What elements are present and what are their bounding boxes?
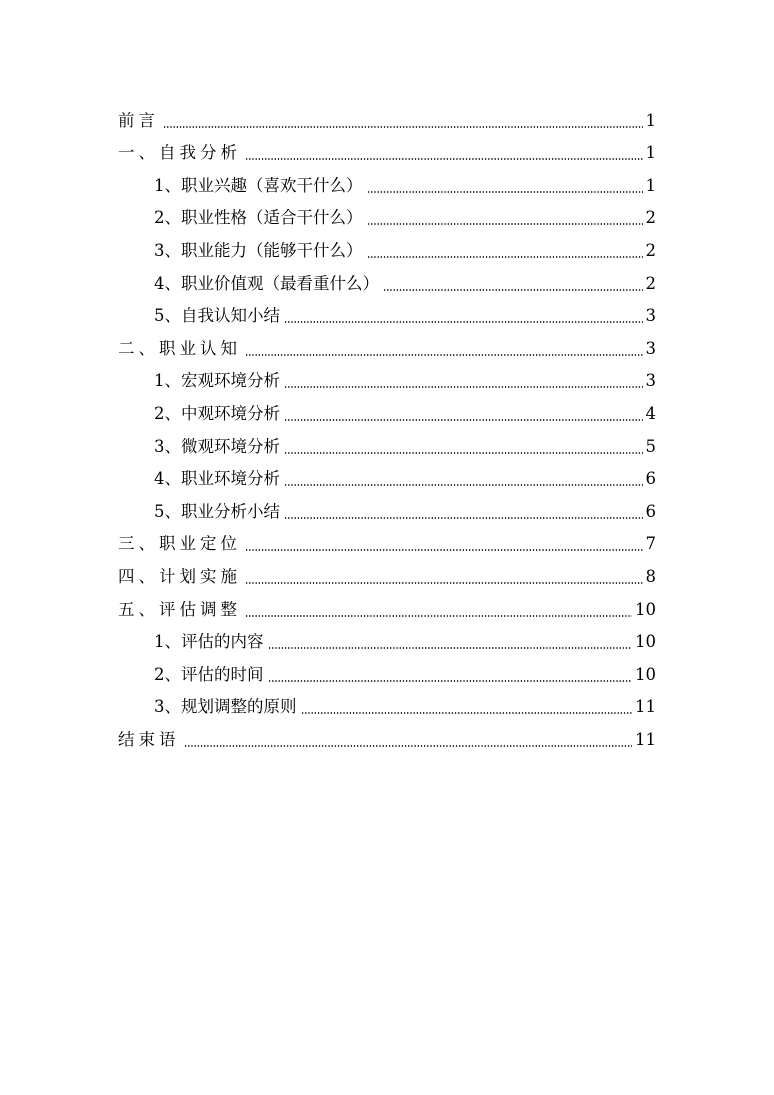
toc-entry-plan-implementation[interactable]: [118, 554, 656, 587]
toc-entry[interactable]: [118, 391, 656, 424]
toc-page-number: 11: [635, 729, 656, 749]
toc-leader-dots: [245, 354, 643, 356]
toc-title: 4、职业价值观（最看重什么）: [154, 273, 379, 293]
toc-leader-dots: [367, 223, 643, 225]
toc-entry-preface[interactable]: [118, 98, 656, 131]
toc-leader-dots: [284, 452, 643, 454]
toc-entry[interactable]: [118, 294, 656, 327]
toc-page-number: 7: [645, 534, 656, 554]
toc-title: 3、职业能力（能够干什么）: [154, 240, 363, 260]
toc-entry[interactable]: [118, 196, 656, 229]
toc-leader-dots: [367, 191, 643, 193]
toc-title: 4、职业环境分析: [154, 469, 280, 489]
toc-entry[interactable]: [118, 228, 656, 261]
toc-entry[interactable]: [118, 457, 656, 490]
toc-title: 2、中观环境分析: [154, 403, 280, 423]
toc-leader-dots: [245, 615, 632, 617]
toc-page-number: 2: [645, 240, 656, 260]
toc-title: 结束语: [118, 729, 180, 749]
toc-leader-dots: [383, 289, 643, 291]
toc-entry[interactable]: [118, 685, 656, 718]
toc-entry[interactable]: [118, 163, 656, 196]
toc-entry[interactable]: [118, 359, 656, 392]
toc-title: 四、计划实施: [118, 566, 241, 586]
toc-title: 三、职业定位: [118, 534, 241, 554]
toc-title: 3、规划调整的原则: [154, 697, 297, 717]
toc-entry-self-analysis[interactable]: [118, 131, 656, 164]
toc-entry-career-positioning[interactable]: [118, 522, 656, 555]
toc-title: 1、职业兴趣（喜欢干什么）: [154, 175, 363, 195]
toc-entry[interactable]: [118, 489, 656, 522]
toc-page-number: 1: [645, 110, 656, 130]
toc-entry-career-cognition[interactable]: [118, 326, 656, 359]
toc-page-number: 1: [645, 143, 656, 163]
toc-page-number: 6: [645, 501, 656, 521]
toc-page-number: 10: [635, 664, 656, 684]
toc-leader-dots: [284, 419, 643, 421]
toc-leader-dots: [245, 158, 643, 160]
toc-title: 5、职业分析小结: [154, 501, 280, 521]
toc-leader-dots: [245, 582, 643, 584]
toc-page-number: 8: [645, 566, 656, 586]
toc-entry[interactable]: [118, 261, 656, 294]
toc-page-number: 2: [645, 208, 656, 228]
toc-leader-dots: [284, 386, 643, 388]
toc-page-number: 3: [645, 306, 656, 326]
toc-entry[interactable]: [118, 424, 656, 457]
toc-page-number: 2: [645, 273, 656, 293]
toc-leader-dots: [184, 745, 633, 747]
toc-leader-dots: [268, 647, 633, 649]
toc-page-number: 3: [645, 338, 656, 358]
toc-entry-conclusion[interactable]: [118, 717, 656, 750]
toc-leader-dots: [268, 680, 633, 682]
toc-title: 1、评估的内容: [154, 632, 264, 652]
toc-page-number: 1: [645, 175, 656, 195]
toc-leader-dots: [367, 256, 643, 258]
toc-page-number: 4: [645, 403, 656, 423]
toc-page-number: 6: [645, 469, 656, 489]
toc-title: 3、微观环境分析: [154, 436, 280, 456]
toc-page-number: 10: [635, 599, 656, 619]
toc-page-number: 5: [645, 436, 656, 456]
toc-title: 1、宏观环境分析: [154, 371, 280, 391]
toc-page-number: 3: [645, 371, 656, 391]
toc-page-number: 10: [635, 632, 656, 652]
toc-entry[interactable]: [118, 652, 656, 685]
toc-title: 2、职业性格（适合干什么）: [154, 208, 363, 228]
toc-leader-dots: [284, 484, 643, 486]
toc-title: 五、评估调整: [118, 599, 241, 619]
toc-leader-dots: [163, 126, 643, 128]
toc-entry[interactable]: [118, 620, 656, 653]
toc-title: 5、自我认知小结: [154, 306, 280, 326]
toc-leader-dots: [284, 517, 643, 519]
toc-title: 二、职业认知: [118, 338, 241, 358]
toc-title: 一、自我分析: [118, 143, 241, 163]
toc-title: 前言: [118, 110, 159, 130]
toc-title: 2、评估的时间: [154, 664, 264, 684]
toc-page-number: 11: [635, 697, 656, 717]
toc-leader-dots: [284, 321, 643, 323]
toc-entry-evaluation-adjustment[interactable]: [118, 587, 656, 620]
toc-leader-dots: [245, 549, 643, 551]
table-of-contents: [118, 98, 656, 750]
toc-leader-dots: [301, 712, 633, 714]
